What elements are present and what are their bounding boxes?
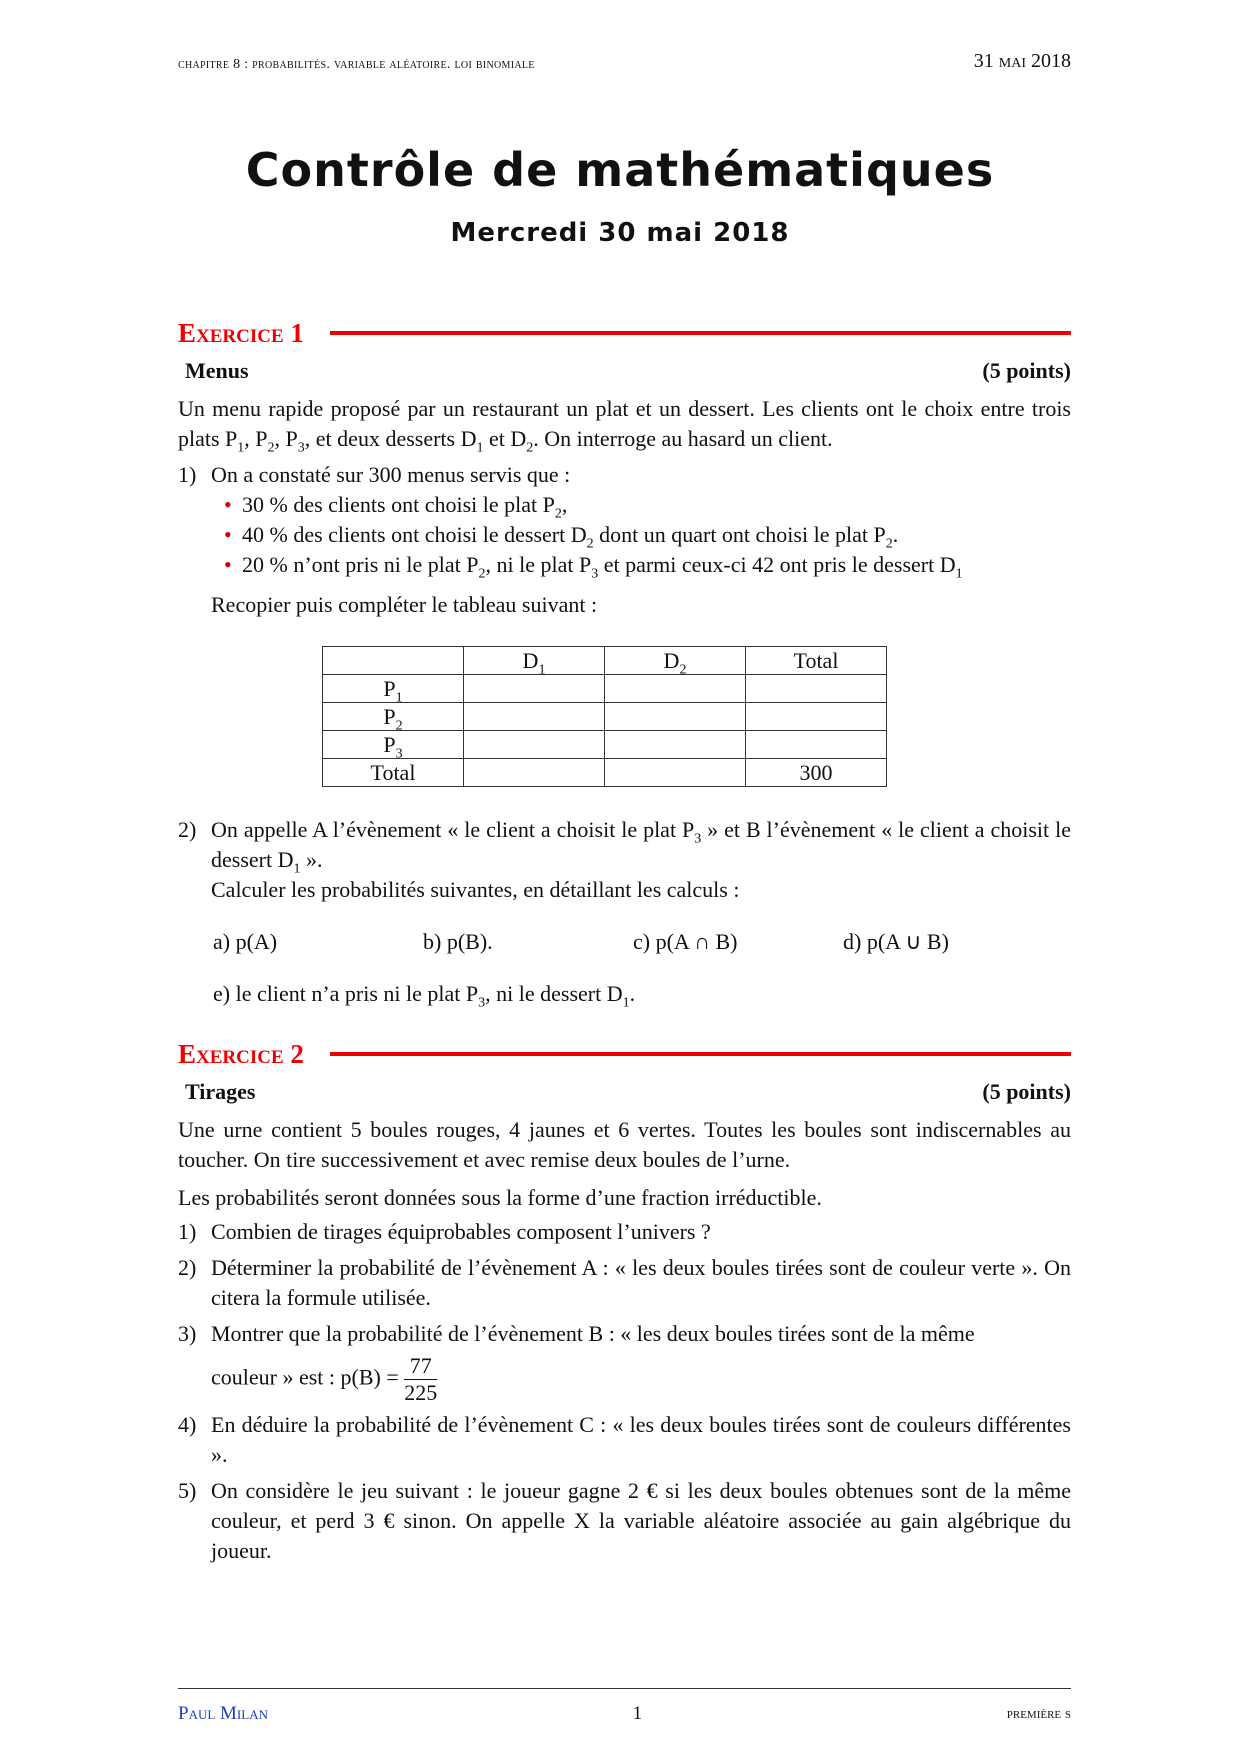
table-cell: 300 xyxy=(746,759,887,787)
ex2-q2-text: Déterminer la probabilité de l’évènement A : « les deux boules tirées sont de couleur verte ». On citera la formule utilisée. xyxy=(211,1255,1071,1310)
denominator: 225 xyxy=(404,1380,438,1405)
table-cell xyxy=(746,731,887,759)
table-cell: $P_1$ xyxy=(323,675,464,703)
header-date: 31 mai 2018 xyxy=(973,50,1071,72)
exercise-1-header xyxy=(178,316,1071,350)
subquestion-e: e) le client n’a pris ni le plat $P_3$, ni le dessert $D_1$. xyxy=(213,981,636,1011)
ex2-q3-formula xyxy=(211,1353,1071,1406)
exercise-2-intro: Une urne contient 5 boules rouges, 4 jaunes et 6 vertes. Toutes les boules sont indiscernables au toucher. On tire successivement et avec remise deux boules de l’urne. xyxy=(178,1117,1071,1172)
table-cell xyxy=(746,703,887,731)
subquestion-d: d) p(A ∪ B) xyxy=(843,929,949,954)
table-cell xyxy=(605,759,746,787)
bullet-item: • 20 % n’ont pris ni le plat $P_2$, ni le plat $P_3$ et parmi ceux-ci 42 ont pris le dessert $D_1$ xyxy=(242,550,1071,580)
numerator: 77 xyxy=(409,1353,432,1378)
subquestion-b: b) p(B). xyxy=(423,929,493,954)
page-number: 1 xyxy=(632,1703,643,1724)
q1-text: On a constaté sur 300 menus servis que : xyxy=(211,462,571,487)
q2-number: 2) xyxy=(178,817,197,842)
q2-text: On appelle A l’évènement « le client a choisit le plat $P_3$ » et B l’évènement « le client a choisit le dessert $D_1$ ». xyxy=(211,817,1071,877)
subquestions xyxy=(213,927,1071,957)
exercise-2-name: Tirages xyxy=(185,1079,256,1104)
table-cell: $P_3$ xyxy=(323,731,464,759)
table-row xyxy=(323,703,887,731)
exercise-2-note: Les probabilités seront données sous la forme d’une fraction irréductible. xyxy=(178,1185,822,1210)
exercise-2-points: (5 points) xyxy=(982,1079,1071,1104)
q4-number: 4) xyxy=(178,1412,197,1437)
footer-author: Paul Milan xyxy=(178,1703,268,1724)
ex2-q5-text: On considère le jeu suivant : le joueur gagne 2 € si les deux boules obtenues sont de la même couleur, et perd 3 € sinon. On appelle X la variable aléatoire associée au gain algébrique du joueur. xyxy=(211,1478,1071,1563)
ex2-q4-item xyxy=(178,1410,1071,1470)
exercise-1-title-row xyxy=(178,356,1071,386)
table-cell xyxy=(464,731,605,759)
ex2-q3-block xyxy=(211,1319,1071,1406)
table-cell xyxy=(464,759,605,787)
data-table xyxy=(322,646,887,787)
ex2-q3-text: Montrer que la probabilité de l’évènement B : « les deux boules tirées sont de la même xyxy=(211,1321,975,1346)
table-cell xyxy=(605,703,746,731)
q2-item xyxy=(178,815,1071,875)
subquestion-c: c) p(A ∩ B) xyxy=(633,929,738,954)
table-cell: $P_2$ xyxy=(323,703,464,731)
exercise-1-name: Menus xyxy=(185,358,249,383)
exercise-1-rule xyxy=(330,331,1071,335)
table-cell xyxy=(605,731,746,759)
exercise-1-heading: Exercice 1 xyxy=(178,318,304,348)
q1-instruction: Recopier puis compléter le tableau suivant : xyxy=(211,592,598,617)
table-cell xyxy=(464,703,605,731)
formula-lead: couleur » est : p(B) = xyxy=(211,1364,399,1390)
subquestion-a: a) p(A) xyxy=(213,929,278,954)
bullet-item: • 40 % des clients ont choisi le dessert $D_2$ dont un quart ont choisi le plat $P_2$. xyxy=(242,520,1071,550)
table-cell xyxy=(746,675,887,703)
exercise-2-title-row xyxy=(178,1077,1071,1107)
table-cell xyxy=(323,647,464,675)
q1-number: 1) xyxy=(178,1219,197,1244)
ex2-q1-text: Combien de tirages équiprobables composent l’univers ? xyxy=(211,1219,711,1244)
exercise-1-intro: Un menu rapide proposé par un restaurant un plat et un dessert. Les clients ont le choix entre trois plats $P_1$, $P_2$, $P_3$, et deux desserts $D_1$ et $D_2$. On interroge au hasard un client. xyxy=(178,396,1071,456)
footer xyxy=(178,1688,1071,1729)
ex2-q2-item xyxy=(178,1253,1071,1313)
q2-instruction: Calculer les probabilités suivantes, en détaillant les calculs : xyxy=(211,877,740,902)
q1-item xyxy=(178,460,1071,490)
table-cell xyxy=(605,675,746,703)
bullet-item: • 30 % des clients ont choisi le plat $P_2$, xyxy=(242,490,1071,520)
content xyxy=(178,316,1071,1566)
table-cell: Total xyxy=(323,759,464,787)
ex2-q3-item xyxy=(178,1319,1071,1406)
exercise-2-heading: Exercice 2 xyxy=(178,1039,304,1069)
q5-number: 5) xyxy=(178,1478,197,1503)
page-title: Contrôle de mathématiques xyxy=(245,143,995,197)
table-row xyxy=(323,731,887,759)
table-row xyxy=(323,675,887,703)
table-cell xyxy=(464,675,605,703)
q1-number: 1) xyxy=(178,462,197,487)
fraction xyxy=(404,1353,437,1406)
page-subtitle: Mercredi 30 mai 2018 xyxy=(450,218,790,248)
footer-class: première s xyxy=(1006,1706,1071,1722)
table-cell: $D_1$ xyxy=(464,647,605,675)
table-cell: $D_2$ xyxy=(605,647,746,675)
q3-number: 3) xyxy=(178,1321,197,1346)
table-row xyxy=(323,759,887,787)
q2-number: 2) xyxy=(178,1255,197,1280)
exercise-2-rule xyxy=(330,1052,1071,1056)
chapter-header: chapitre 8 : probabilités. variable aléatoire. loi binomiale xyxy=(178,57,535,72)
exercise-2-header xyxy=(178,1037,1071,1071)
ex2-q5-item xyxy=(178,1476,1071,1566)
exercise-1-points: (5 points) xyxy=(982,358,1071,383)
table-header-row xyxy=(323,647,887,675)
ex2-q1-item xyxy=(178,1217,1071,1247)
table-cell: Total xyxy=(746,647,887,675)
ex2-q4-text: En déduire la probabilité de l’évènement C : « les deux boules tirées sont de couleurs différentes ». xyxy=(211,1412,1071,1467)
